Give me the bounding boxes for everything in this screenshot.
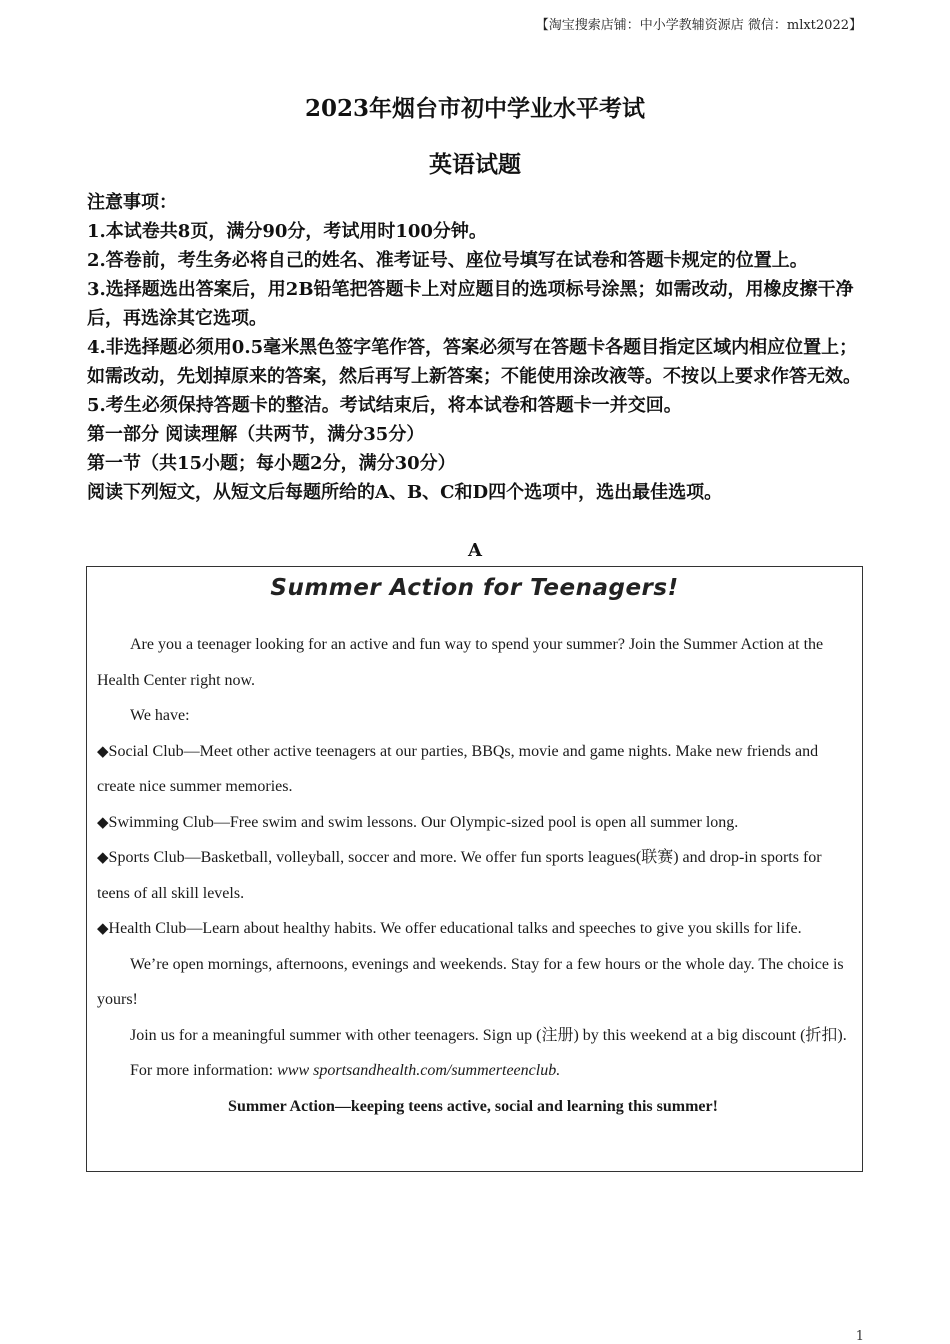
club-text: Swimming Club—Free swim and swim lessons. Our Olympic-sized pool is open all summer long. — [108, 813, 739, 831]
info-url: www sportsandhealth.com/summerteenclub. — [277, 1062, 561, 1079]
club-text: Social Club—Meet other active teenagers at our parties, BBQs, movie and game nights. Make new friends and create nice summer memories. — [97, 742, 819, 795]
page-number: 1 — [855, 1329, 864, 1344]
instructions-heading: 注意事项： — [87, 192, 177, 213]
ad-slogan: Summer Action—keeping teens active, social and learning this summer! — [228, 1097, 718, 1115]
diamond-bullet-icon: ◆ — [97, 848, 109, 866]
ad-body — [97, 627, 849, 1124]
club-item — [97, 911, 849, 947]
instruction-item: 4.非选择题必须用0.5毫米黑色签字笔作答，答案必须写在答题卡各题目指定区域内相应位置上；如需改动，先划掉原来的答案，然后再写上新答案；不能使用涂改液等。不按以上要求作答无效。 — [87, 337, 861, 387]
club-item — [97, 734, 849, 805]
diamond-bullet-icon: ◆ — [97, 919, 109, 937]
instruction-item: 1.本试卷共8页，满分90分，考试用时100分钟。 — [87, 221, 487, 242]
passage-letter: A — [468, 540, 482, 561]
header-note: 【淘宝搜索店铺：中小学教辅资源店 微信：mlxt2022】 — [535, 18, 862, 33]
section-heading: 第一节（共15小题；每小题2分，满分30分） — [87, 453, 456, 474]
diamond-bullet-icon: ◆ — [97, 741, 109, 760]
exam-subtitle: 英语试题 — [429, 151, 521, 178]
ad-hours: We’re open mornings, afternoons, evenings and weekends. Stay for a few hours or the whole day. The choice is yours! — [97, 955, 844, 1008]
instruction-item: 3.选择题选出答案后，用2B铅笔把答题卡上对应题目的选项标号涂黑；如需改动，用橡皮擦干净后，再选涂其它选项。 — [87, 279, 854, 329]
advertisement-box — [86, 566, 863, 1172]
ad-signup: Join us for a meaningful summer with other teenagers. Sign up (注册) by this weekend at a big discount (折扣). — [130, 1026, 847, 1044]
club-item — [97, 840, 849, 911]
exam-title: 2023年烟台市初中学业水平考试 — [304, 95, 645, 122]
club-text: Sports Club—Basketball, volleyball, soccer and more. We offer fun sports leagues(联赛) and drop-in sports for teens of all skill levels. — [97, 849, 822, 902]
instruction-item: 2.答卷前，考生务必将自己的姓名、准考证号、座位号填写在试卷和答题卡规定的位置上。 — [87, 250, 808, 271]
info-label: For more information: — [130, 1062, 278, 1079]
ad-info — [97, 1053, 849, 1089]
instruction-item: 5.考生必须保持答题卡的整洁。考试结束后，将本试卷和答题卡一并交回。 — [87, 395, 682, 416]
club-item — [97, 805, 849, 841]
ad-we-have: We have: — [130, 707, 190, 724]
diamond-bullet-icon: ◆ — [97, 812, 109, 831]
ad-title: Summer Action for Teenagers! — [270, 575, 679, 601]
instructions-block — [87, 188, 867, 507]
reading-directions: 阅读下列短文，从短文后每题所给的A、B、C和D四个选项中，选出最佳选项。 — [87, 482, 723, 503]
ad-intro: Are you a teenager looking for an active and fun way to spend your summer? Join the Summer Action at the Health Center right now. — [97, 636, 824, 689]
club-text: Health Club—Learn about healthy habits. We offer educational talks and speeches to give you skills for life. — [108, 920, 802, 937]
part-heading: 第一部分 阅读理解（共两节，满分35分） — [87, 424, 425, 445]
